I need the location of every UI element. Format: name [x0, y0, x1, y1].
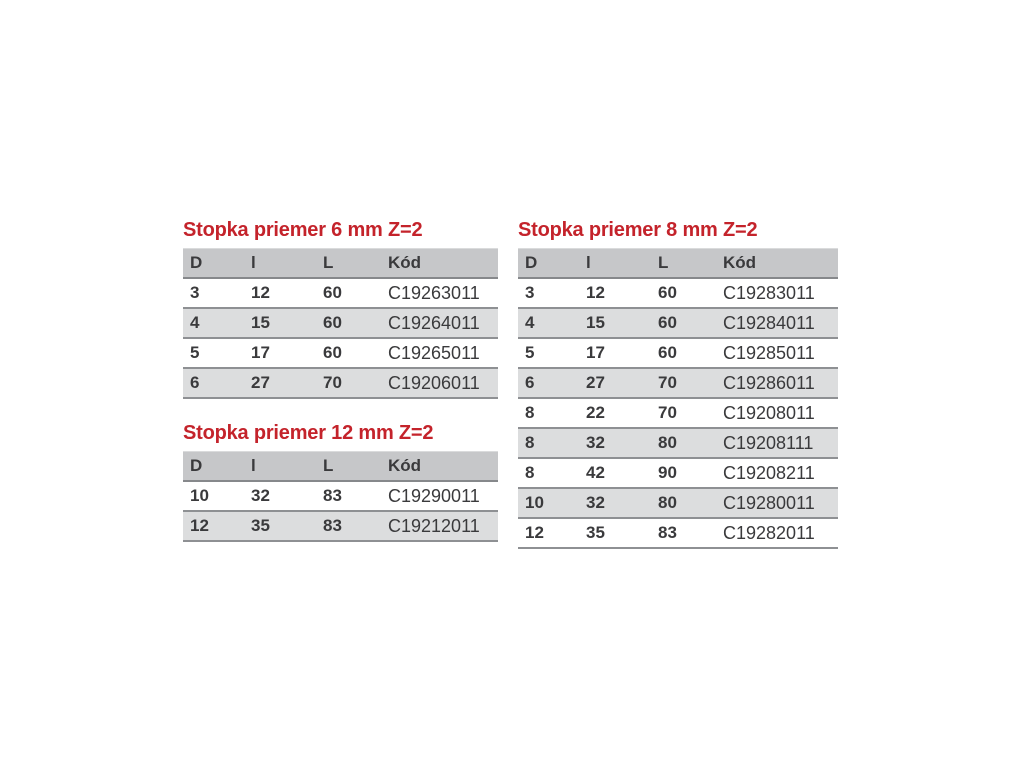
cell-code: C19290011 [388, 481, 498, 511]
table-row [183, 481, 498, 511]
table-row [183, 368, 498, 398]
cell-code: C19284011 [723, 308, 838, 338]
column-header-flute-length: l [251, 249, 323, 279]
cell-total-length: 80 [658, 428, 723, 458]
cell-code: C19264011 [388, 308, 498, 338]
cell-total-length: 70 [658, 398, 723, 428]
table-title: Stopka priemer 12 mm Z=2 [183, 422, 434, 444]
cell-diameter: 5 [518, 338, 586, 368]
cell-diameter: 3 [518, 278, 586, 308]
column-header-total-length: L [323, 452, 388, 482]
cell-diameter: 4 [518, 308, 586, 338]
cell-total-length: 80 [658, 488, 723, 518]
cell-total-length: 60 [658, 338, 723, 368]
table-row [518, 368, 838, 398]
cell-diameter: 6 [183, 368, 251, 398]
dimension-table [518, 248, 838, 549]
table-row [518, 428, 838, 458]
cell-diameter: 8 [518, 458, 586, 488]
table-row [518, 518, 838, 548]
column-header-total-length: L [658, 249, 723, 279]
right-column [518, 219, 838, 549]
table-row [518, 488, 838, 518]
cell-flute-length: 12 [251, 278, 323, 308]
table-row [518, 308, 838, 338]
cell-diameter: 4 [183, 308, 251, 338]
cell-diameter: 12 [518, 518, 586, 548]
cell-flute-length: 35 [251, 511, 323, 541]
cell-total-length: 83 [658, 518, 723, 548]
cell-total-length: 60 [323, 338, 388, 368]
table-row [183, 278, 498, 308]
header-row [183, 452, 498, 482]
cell-total-length: 60 [323, 308, 388, 338]
cell-diameter: 12 [183, 511, 251, 541]
table-row [183, 308, 498, 338]
cell-total-length: 83 [323, 511, 388, 541]
column-header-flute-length: l [586, 249, 658, 279]
cell-code: C19263011 [388, 278, 498, 308]
column-header-diameter: D [518, 249, 586, 279]
cell-flute-length: 32 [586, 428, 658, 458]
cell-code: C19283011 [723, 278, 838, 308]
cell-diameter: 10 [518, 488, 586, 518]
column-header-flute-length: l [251, 452, 323, 482]
cell-code: C19206011 [388, 368, 498, 398]
left-column [183, 219, 498, 542]
table-title: Stopka priemer 8 mm Z=2 [518, 219, 758, 241]
column-header-diameter: D [183, 452, 251, 482]
cell-code: C19286011 [723, 368, 838, 398]
cell-total-length: 83 [323, 481, 388, 511]
cell-diameter: 6 [518, 368, 586, 398]
cell-flute-length: 32 [586, 488, 658, 518]
column-header-code: Kód [388, 249, 498, 279]
cell-flute-length: 12 [586, 278, 658, 308]
table-row [518, 398, 838, 428]
cell-total-length: 60 [658, 278, 723, 308]
cell-code: C19208111 [723, 428, 838, 458]
table-row [518, 458, 838, 488]
table-section-stopka-8mm [518, 219, 838, 549]
cell-flute-length: 17 [586, 338, 658, 368]
cell-code: C19265011 [388, 338, 498, 368]
cell-code: C19280011 [723, 488, 838, 518]
table-row [518, 338, 838, 368]
cell-flute-length: 22 [586, 398, 658, 428]
column-header-diameter: D [183, 249, 251, 279]
cell-flute-length: 15 [586, 308, 658, 338]
table-section-stopka-6mm [183, 219, 498, 399]
cell-total-length: 90 [658, 458, 723, 488]
cell-diameter: 3 [183, 278, 251, 308]
cell-flute-length: 32 [251, 481, 323, 511]
table-row [183, 338, 498, 368]
cell-flute-length: 15 [251, 308, 323, 338]
cell-total-length: 70 [658, 368, 723, 398]
cell-code: C19208211 [723, 458, 838, 488]
dimension-table [183, 451, 498, 542]
cell-code: C19208011 [723, 398, 838, 428]
cell-total-length: 70 [323, 368, 388, 398]
cell-code: C19212011 [388, 511, 498, 541]
cell-total-length: 60 [658, 308, 723, 338]
cell-diameter: 8 [518, 398, 586, 428]
table-row [518, 278, 838, 308]
cell-total-length: 60 [323, 278, 388, 308]
column-header-code: Kód [723, 249, 838, 279]
cell-diameter: 5 [183, 338, 251, 368]
column-header-total-length: L [323, 249, 388, 279]
cell-code: C19285011 [723, 338, 838, 368]
cell-flute-length: 17 [251, 338, 323, 368]
column-header-code: Kód [388, 452, 498, 482]
cell-flute-length: 27 [251, 368, 323, 398]
table-title: Stopka priemer 6 mm Z=2 [183, 219, 423, 241]
cell-code: C19282011 [723, 518, 838, 548]
cell-flute-length: 27 [586, 368, 658, 398]
cell-diameter: 10 [183, 481, 251, 511]
table-section-stopka-12mm [183, 422, 498, 542]
cell-diameter: 8 [518, 428, 586, 458]
cell-flute-length: 35 [586, 518, 658, 548]
cell-flute-length: 42 [586, 458, 658, 488]
table-row [183, 511, 498, 541]
header-row [183, 249, 498, 279]
header-row [518, 249, 838, 279]
dimension-table [183, 248, 498, 399]
